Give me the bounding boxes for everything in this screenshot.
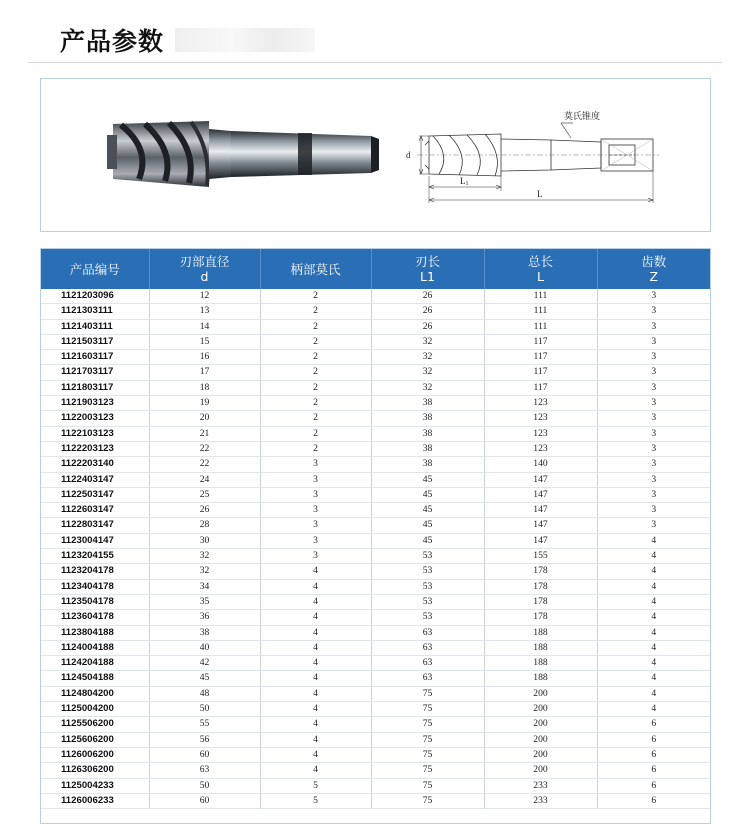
table-cell: 12 <box>149 289 260 304</box>
table-cell: 45 <box>371 487 484 502</box>
table-cell: 200 <box>484 747 597 762</box>
table-cell: 4 <box>597 702 710 717</box>
table-cell: 3 <box>597 396 710 411</box>
col-header-flute-length: 刃长 L1 <box>371 249 484 289</box>
table-cell: 30 <box>149 533 260 548</box>
table-cell: 56 <box>149 732 260 747</box>
table-cell: 40 <box>149 640 260 655</box>
table-cell: 200 <box>484 763 597 778</box>
table-cell: 4 <box>597 610 710 625</box>
table-cell: 1122103123 <box>41 426 149 441</box>
table-row <box>41 350 710 365</box>
table-cell: 13 <box>149 304 260 319</box>
table-cell: 16 <box>149 350 260 365</box>
col-header-diameter: 刃部直径 d <box>149 249 260 289</box>
table-cell: 188 <box>484 671 597 686</box>
table-cell: 1124204188 <box>41 656 149 671</box>
table-cell: 1121303111 <box>41 304 149 319</box>
spec-table-container <box>40 248 711 824</box>
table-cell: 117 <box>484 380 597 395</box>
table-cell: 2 <box>260 396 371 411</box>
table-cell: 147 <box>484 472 597 487</box>
table-cell: 1122403147 <box>41 472 149 487</box>
table-cell: 3 <box>597 457 710 472</box>
table-cell: 28 <box>149 518 260 533</box>
table-cell: 4 <box>597 594 710 609</box>
table-cell: 6 <box>597 793 710 808</box>
table-cell: 3 <box>597 365 710 380</box>
table-row <box>41 686 710 701</box>
table-cell: 1124004188 <box>41 640 149 655</box>
table-cell: 3 <box>260 518 371 533</box>
table-cell: 42 <box>149 656 260 671</box>
table-cell: 1122803147 <box>41 518 149 533</box>
table-cell: 3 <box>597 334 710 349</box>
table-cell: 1123204178 <box>41 564 149 579</box>
table-cell: 1121703117 <box>41 365 149 380</box>
table-cell: 3 <box>597 518 710 533</box>
table-cell: 60 <box>149 793 260 808</box>
table-row <box>41 640 710 655</box>
col-header-morse: 柄部莫氏 <box>260 249 371 289</box>
table-cell: 233 <box>484 793 597 808</box>
table-cell: 3 <box>597 350 710 365</box>
table-cell: 5 <box>260 778 371 793</box>
table-cell: 1123404178 <box>41 579 149 594</box>
table-cell: 1122003123 <box>41 411 149 426</box>
table-cell: 4 <box>597 686 710 701</box>
col-header-total-length: 总长 L <box>484 249 597 289</box>
table-cell: 35 <box>149 594 260 609</box>
table-cell: 1126006200 <box>41 747 149 762</box>
table-cell: 1123004147 <box>41 533 149 548</box>
table-cell: 75 <box>371 702 484 717</box>
table-cell: 45 <box>371 503 484 518</box>
table-cell: 178 <box>484 579 597 594</box>
table-row <box>41 717 710 732</box>
table-cell: 18 <box>149 380 260 395</box>
table-cell: 2 <box>260 334 371 349</box>
table-cell: 55 <box>149 717 260 732</box>
table-row <box>41 319 710 334</box>
table-cell: 1125506200 <box>41 717 149 732</box>
table-row <box>41 594 710 609</box>
table-cell: 63 <box>149 763 260 778</box>
table-row <box>41 625 710 640</box>
table-cell: 2 <box>260 289 371 304</box>
table-cell: 75 <box>371 747 484 762</box>
table-cell: 4 <box>260 732 371 747</box>
table-row <box>41 610 710 625</box>
table-cell: 63 <box>371 671 484 686</box>
table-cell: 4 <box>260 763 371 778</box>
table-cell: 38 <box>371 411 484 426</box>
table-cell: 200 <box>484 686 597 701</box>
table-row <box>41 732 710 747</box>
table-cell: 26 <box>149 503 260 518</box>
table-cell: 3 <box>597 503 710 518</box>
table-cell: 3 <box>260 457 371 472</box>
table-cell: 111 <box>484 304 597 319</box>
cutter-photo <box>107 121 379 187</box>
table-row <box>41 457 710 472</box>
table-row <box>41 747 710 762</box>
table-cell: 32 <box>149 564 260 579</box>
table-cell: 53 <box>371 610 484 625</box>
table-cell: 1123204155 <box>41 549 149 564</box>
table-cell: 4 <box>260 564 371 579</box>
table-cell: 200 <box>484 717 597 732</box>
table-cell: 75 <box>371 686 484 701</box>
table-cell: 6 <box>597 763 710 778</box>
table-cell: 53 <box>371 564 484 579</box>
table-cell: 188 <box>484 640 597 655</box>
table-cell: 3 <box>597 426 710 441</box>
table-cell: 4 <box>260 594 371 609</box>
table-cell: 17 <box>149 365 260 380</box>
table-row <box>41 411 710 426</box>
table-row <box>41 671 710 686</box>
table-cell: 24 <box>149 472 260 487</box>
table-row <box>41 702 710 717</box>
table-cell: 147 <box>484 533 597 548</box>
table-cell: 1122503147 <box>41 487 149 502</box>
table-cell: 32 <box>149 549 260 564</box>
table-cell: 2 <box>260 365 371 380</box>
table-cell: 4 <box>597 533 710 548</box>
table-cell: 1122203140 <box>41 457 149 472</box>
table-cell: 26 <box>371 319 484 334</box>
table-row <box>41 426 710 441</box>
table-cell: 4 <box>597 579 710 594</box>
table-cell: 3 <box>597 289 710 304</box>
table-row <box>41 778 710 793</box>
table-cell: 4 <box>260 717 371 732</box>
table-cell: 26 <box>371 304 484 319</box>
table-cell: 1121803117 <box>41 380 149 395</box>
table-row <box>41 793 710 808</box>
table-cell: 2 <box>260 441 371 456</box>
table-cell: 4 <box>597 625 710 640</box>
table-cell: 4 <box>597 671 710 686</box>
table-cell: 1125606200 <box>41 732 149 747</box>
table-cell: 63 <box>371 640 484 655</box>
table-cell: 1124804200 <box>41 686 149 701</box>
table-cell: 4 <box>597 564 710 579</box>
table-cell: 155 <box>484 549 597 564</box>
table-cell: 3 <box>260 549 371 564</box>
table-cell: 3 <box>597 304 710 319</box>
table-cell: 111 <box>484 289 597 304</box>
col-header-teeth: 齿数 Z <box>597 249 710 289</box>
table-cell: 1121503117 <box>41 334 149 349</box>
table-cell: 188 <box>484 656 597 671</box>
table-cell: 15 <box>149 334 260 349</box>
table-cell: 4 <box>597 656 710 671</box>
table-cell: 1123504178 <box>41 594 149 609</box>
table-cell: 117 <box>484 350 597 365</box>
table-cell: 6 <box>597 717 710 732</box>
table-cell: 123 <box>484 426 597 441</box>
table-row <box>41 763 710 778</box>
table-cell: 233 <box>484 778 597 793</box>
table-cell: 6 <box>597 778 710 793</box>
table-cell: 2 <box>260 426 371 441</box>
table-cell: 117 <box>484 365 597 380</box>
table-cell: 4 <box>260 686 371 701</box>
table-cell: 1126006233 <box>41 793 149 808</box>
table-cell: 4 <box>260 747 371 762</box>
end-mill-illustration <box>41 79 710 231</box>
col-header-code: 产品编号 <box>41 249 149 289</box>
table-cell: 38 <box>371 457 484 472</box>
table-cell: 63 <box>371 656 484 671</box>
table-cell: 3 <box>597 380 710 395</box>
table-cell: 48 <box>149 686 260 701</box>
table-cell: 32 <box>371 380 484 395</box>
dim-d-label: d <box>406 150 411 160</box>
table-cell: 6 <box>597 747 710 762</box>
table-cell: 75 <box>371 717 484 732</box>
table-cell: 32 <box>371 350 484 365</box>
table-cell: 3 <box>260 533 371 548</box>
page-title: 产品参数 <box>60 27 165 56</box>
table-cell: 53 <box>371 579 484 594</box>
table-cell: 3 <box>260 472 371 487</box>
table-cell: 117 <box>484 334 597 349</box>
table-cell: 188 <box>484 625 597 640</box>
spec-table <box>41 249 710 809</box>
table-cell: 38 <box>371 441 484 456</box>
table-cell: 4 <box>260 579 371 594</box>
table-cell: 21 <box>149 426 260 441</box>
table-cell: 5 <box>260 793 371 808</box>
table-cell: 3 <box>597 487 710 502</box>
table-cell: 3 <box>260 503 371 518</box>
table-cell: 140 <box>484 457 597 472</box>
table-cell: 4 <box>260 610 371 625</box>
table-cell: 1122203123 <box>41 441 149 456</box>
table-cell: 4 <box>260 702 371 717</box>
table-cell: 3 <box>597 472 710 487</box>
table-cell: 60 <box>149 747 260 762</box>
dim-l1-label: L1 <box>460 176 469 187</box>
table-cell: 50 <box>149 702 260 717</box>
table-row <box>41 380 710 395</box>
dim-l-label: L <box>537 189 543 199</box>
table-cell: 2 <box>260 304 371 319</box>
table-cell: 1121903123 <box>41 396 149 411</box>
table-cell: 25 <box>149 487 260 502</box>
table-cell: 26 <box>371 289 484 304</box>
table-cell: 2 <box>260 319 371 334</box>
table-cell: 178 <box>484 564 597 579</box>
table-cell: 1121203096 <box>41 289 149 304</box>
table-row <box>41 396 710 411</box>
table-cell: 4 <box>597 640 710 655</box>
table-cell: 75 <box>371 778 484 793</box>
table-row <box>41 365 710 380</box>
table-row <box>41 549 710 564</box>
table-cell: 147 <box>484 518 597 533</box>
table-cell: 4 <box>260 671 371 686</box>
table-cell: 123 <box>484 441 597 456</box>
table-row <box>41 441 710 456</box>
table-cell: 63 <box>371 625 484 640</box>
table-cell: 147 <box>484 487 597 502</box>
table-cell: 4 <box>260 640 371 655</box>
table-cell: 4 <box>597 549 710 564</box>
table-row <box>41 289 710 304</box>
table-cell: 4 <box>260 656 371 671</box>
table-cell: 45 <box>371 518 484 533</box>
table-cell: 4 <box>260 625 371 640</box>
table-cell: 32 <box>371 365 484 380</box>
table-cell: 53 <box>371 594 484 609</box>
table-cell: 200 <box>484 732 597 747</box>
table-cell: 75 <box>371 763 484 778</box>
table-row <box>41 518 710 533</box>
table-cell: 38 <box>371 396 484 411</box>
table-cell: 3 <box>597 411 710 426</box>
table-cell: 3 <box>260 487 371 502</box>
table-cell: 1125004233 <box>41 778 149 793</box>
table-cell: 22 <box>149 457 260 472</box>
table-cell: 20 <box>149 411 260 426</box>
table-cell: 36 <box>149 610 260 625</box>
table-cell: 1121403111 <box>41 319 149 334</box>
table-cell: 45 <box>371 472 484 487</box>
table-cell: 1121603117 <box>41 350 149 365</box>
divider <box>28 62 722 63</box>
table-row <box>41 472 710 487</box>
table-cell: 45 <box>371 533 484 548</box>
table-cell: 2 <box>260 411 371 426</box>
table-row <box>41 656 710 671</box>
taper-label: 莫氏锥度 <box>564 112 601 122</box>
table-cell: 178 <box>484 594 597 609</box>
table-cell: 45 <box>149 671 260 686</box>
table-cell: 1126306200 <box>41 763 149 778</box>
table-cell: 22 <box>149 441 260 456</box>
table-row <box>41 533 710 548</box>
table-cell: 75 <box>371 793 484 808</box>
product-diagram <box>40 78 711 232</box>
table-cell: 3 <box>597 441 710 456</box>
table-cell: 1122603147 <box>41 503 149 518</box>
table-row <box>41 579 710 594</box>
table-cell: 1124504188 <box>41 671 149 686</box>
table-cell: 38 <box>371 426 484 441</box>
table-row <box>41 487 710 502</box>
table-cell: 19 <box>149 396 260 411</box>
table-cell: 1123604178 <box>41 610 149 625</box>
table-header-row <box>41 249 710 289</box>
table-cell: 32 <box>371 334 484 349</box>
table-cell: 34 <box>149 579 260 594</box>
table-row <box>41 503 710 518</box>
table-cell: 6 <box>597 732 710 747</box>
table-cell: 50 <box>149 778 260 793</box>
table-cell: 2 <box>260 350 371 365</box>
table-cell: 147 <box>484 503 597 518</box>
table-row <box>41 334 710 349</box>
table-cell: 200 <box>484 702 597 717</box>
table-cell: 1123804188 <box>41 625 149 640</box>
title-smudge <box>175 28 315 52</box>
table-row <box>41 564 710 579</box>
table-cell: 53 <box>371 549 484 564</box>
table-cell: 75 <box>371 732 484 747</box>
table-cell: 1125004200 <box>41 702 149 717</box>
table-cell: 123 <box>484 396 597 411</box>
table-cell: 38 <box>149 625 260 640</box>
table-row <box>41 304 710 319</box>
table-cell: 123 <box>484 411 597 426</box>
table-cell: 2 <box>260 380 371 395</box>
table-cell: 111 <box>484 319 597 334</box>
table-cell: 14 <box>149 319 260 334</box>
table-cell: 178 <box>484 610 597 625</box>
table-cell: 3 <box>597 319 710 334</box>
